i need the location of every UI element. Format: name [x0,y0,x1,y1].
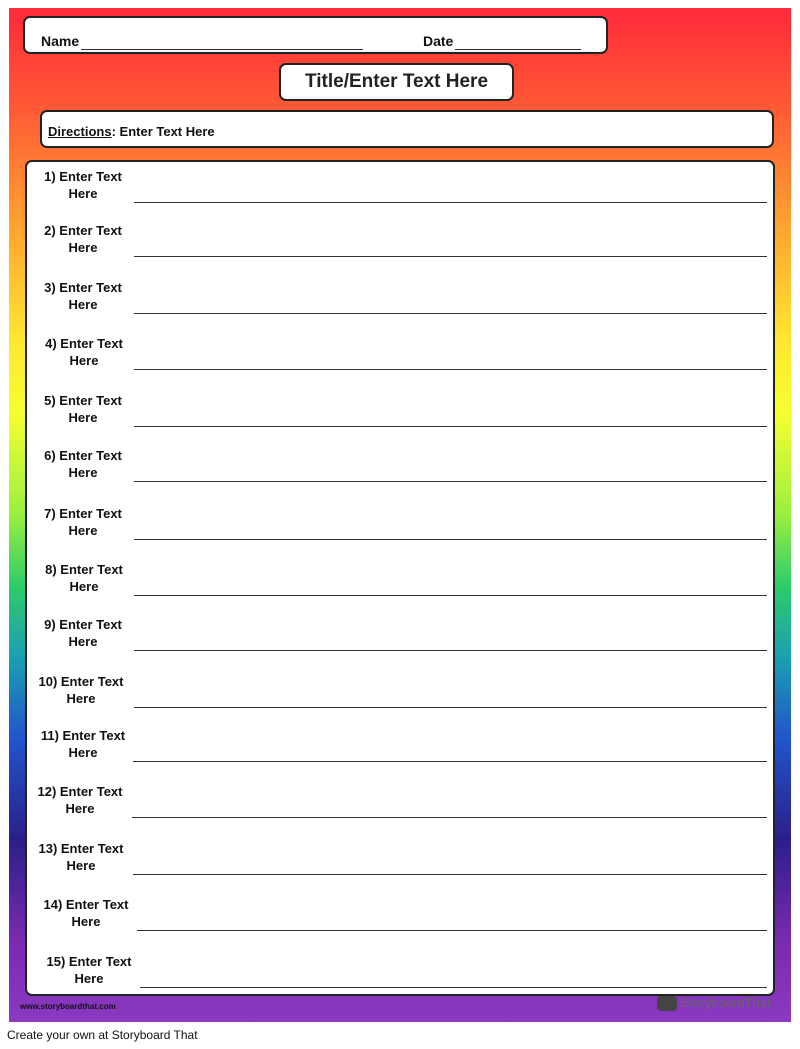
question-number: 13) Enter Text [38,841,124,856]
name-date-box [23,16,608,54]
question-row [27,561,773,617]
date-line[interactable] [455,49,581,50]
question-text: Here [68,240,98,255]
question-label [33,616,133,650]
answer-line[interactable] [133,874,767,875]
question-label [33,727,133,761]
question-label [34,335,134,369]
question-list [25,160,775,996]
answer-line[interactable] [132,817,767,818]
question-number: 8) Enter Text [45,562,123,577]
directions-label: Directions [48,124,112,139]
question-number: 1) Enter Text [44,169,122,184]
name-label: Name [41,33,80,49]
question-text: Here [71,914,101,929]
question-row [27,896,773,952]
question-number: 6) Enter Text [44,448,122,463]
question-label [33,222,133,256]
question-row [27,840,773,896]
answer-line[interactable] [134,202,767,203]
page-title: Title/Enter Text Here [279,63,514,101]
storyboard-logo [657,994,787,1014]
question-number: 14) Enter Text [43,897,129,912]
question-number: 2) Enter Text [44,223,122,238]
date-label: Date [423,33,454,49]
question-text: Here [68,410,98,425]
question-row [27,616,773,672]
question-row [27,222,773,278]
question-row [27,727,773,783]
question-label [34,561,134,595]
question-number: 4) Enter Text [45,336,123,351]
answer-line[interactable] [134,650,767,651]
question-number: 10) Enter Text [38,674,124,689]
question-number: 7) Enter Text [44,506,122,521]
question-row [27,279,773,335]
question-text: Here [68,634,98,649]
answer-line[interactable] [134,595,767,596]
question-text: Here [69,353,99,368]
question-number: 5) Enter Text [44,393,122,408]
question-row [27,505,773,561]
question-row [27,783,773,839]
question-number: 11) Enter Text [40,728,126,743]
question-text: Here [68,745,98,760]
answer-line[interactable] [134,313,767,314]
question-number: 15) Enter Text [46,954,132,969]
answer-line[interactable] [137,930,767,931]
question-number: 3) Enter Text [44,280,122,295]
answer-line[interactable] [134,256,767,257]
question-row [27,447,773,503]
brand-name: StoryboardThat [681,995,771,1010]
answer-line[interactable] [134,481,767,482]
question-label [33,505,133,539]
question-text: Here [69,579,99,594]
question-label [33,168,133,202]
question-label [33,447,133,481]
answer-line[interactable] [134,539,767,540]
answer-line[interactable] [134,707,767,708]
name-line[interactable] [81,49,363,50]
worksheet [9,8,791,1022]
answer-line[interactable] [134,369,767,370]
answer-line[interactable] [134,426,767,427]
question-text: Here [68,523,98,538]
question-label [33,392,133,426]
question-text: Here [74,971,104,986]
footer-url: www.storyboardthat.com [20,1002,116,1011]
question-label [39,953,139,987]
question-label [33,279,133,313]
directions-box [40,110,774,148]
question-number: 12) Enter Text [37,784,123,799]
question-text: Here [68,465,98,480]
answer-line[interactable] [140,987,767,988]
question-text: Here [66,691,96,706]
question-text: Here [68,186,98,201]
answer-line[interactable] [133,761,767,762]
question-label [31,673,131,707]
question-label [31,840,131,874]
question-text: Here [65,801,95,816]
question-label [30,783,130,817]
question-text: Here [66,858,96,873]
question-label [36,896,136,930]
question-row [27,335,773,391]
speech-bubble-icon [657,996,677,1011]
question-row [27,392,773,448]
question-row [27,168,773,224]
directions-text: : Enter Text Here [111,124,215,139]
question-row [27,673,773,729]
caption: Create your own at Storyboard That [7,1028,198,1042]
question-number: 9) Enter Text [44,617,122,632]
question-text: Here [68,297,98,312]
directions [48,124,215,139]
